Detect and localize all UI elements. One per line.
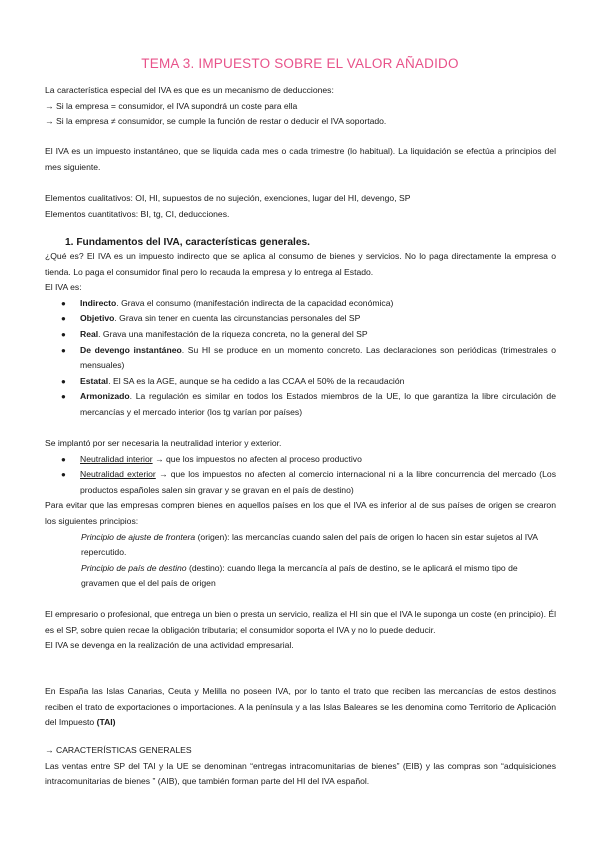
iva-es-lead: El IVA es:	[45, 282, 82, 293]
section-heading: 1. Fundamentos del IVA, características generales.	[65, 237, 310, 248]
tai-label: (TAI)	[96, 717, 116, 728]
bullet-text: . La regulación es similar en todos los Estados miembros de la UE, lo que garantiza la libre circulación de mercancías y el mercado interior (los tg varían por países)	[80, 391, 556, 417]
bullet-icon: ●	[61, 345, 66, 355]
bullet-term: Estatal	[80, 375, 109, 386]
espana-text-main: En España las Islas Canarias, Ceuta y Melilla no poseen IVA, por lo tanto el trato que reciben las mercancías de estos destinos reciben el trato de exportaciones o importaciones. A la península y a las Islas Baleares se les denomina como Territorio de Aplicación del Impuesto	[45, 686, 556, 728]
empresario-paragraph: El empresario o profesional, que entrega un bien o presta un servicio, realiza el HI sin que el IVA le suponga un coste (en principio). Él es el SP, sobre quien recae la obligación tributaria; el consumidor soporta el IVA y no lo puede deducir.	[45, 609, 556, 635]
bullet-icon: ●	[61, 392, 66, 402]
espana-text	[45, 684, 556, 731]
principio-item	[45, 530, 556, 561]
page-title: TEMA 3. IMPUESTO SOBRE EL VALOR AÑADIDO	[141, 56, 459, 71]
instantaneo-paragraph	[45, 144, 556, 175]
principio-term: Principio de ajuste de frontera	[81, 531, 196, 542]
neutralidad-list	[45, 452, 556, 499]
devenga-line: El IVA se devenga en la realización de una actividad empresarial.	[45, 640, 294, 651]
bullet-icon: ●	[61, 376, 66, 386]
elementos-line: Elementos cualitativos: OI, HI, supuestos de no sujeción, exenciones, lugar del HI, devengo, SP	[45, 193, 411, 203]
instantaneo-text: El IVA es un impuesto instantáneo, que se liquida cada mes o cada trimestre (lo habitual). La liquidación se efectúa a principios del mes siguiente.	[45, 146, 556, 172]
intro-line: → Si la empresa ≠ consumidor, se cumple la función de restar o deducir el IVA soportado.	[45, 116, 387, 127]
bullet-icon: ●	[61, 454, 66, 464]
bullet-icon: ●	[61, 470, 66, 480]
list-item	[45, 374, 556, 390]
neutralidad-text: → que los impuestos no afecten al proceso productivo	[152, 453, 362, 464]
principio-text: (origen): las mercancías cuando salen del país de origen lo hacen sin estar sujetos al IVA repercutido.	[81, 531, 538, 558]
elementos-block	[45, 191, 556, 222]
bullet-term: Indirecto	[80, 297, 117, 308]
caracteristicas-heading: → CARACTERÍSTICAS GENERALES	[45, 745, 192, 755]
intro-line: La característica especial del IVA es que es un mecanismo de deducciones:	[45, 85, 334, 95]
characteristics-list	[45, 296, 556, 421]
neutralidad-lead: Se implantó por ser necesaria la neutralidad interior y exterior.	[45, 438, 282, 448]
section-body	[45, 249, 556, 421]
bullet-term: De devengo instantáneo	[80, 344, 182, 355]
list-item	[45, 311, 556, 327]
evitar-paragraph: Para evitar que las empresas compren bienes en aquellos países en los que el IVA es inferior al de sus países de origen se crearon los siguientes principios:	[45, 500, 556, 526]
bullet-icon: ●	[61, 329, 66, 339]
list-item	[45, 452, 556, 468]
que-es-paragraph: ¿Qué es? El IVA es un impuesto indirecto que se aplica al consumo de bienes y servicios. No lo paga directamente la empresa o tienda. Lo paga el consumidor final pero lo recauda la empresa y lo entrega al Estado.	[45, 251, 556, 277]
principio-text: (destino): cuando llega la mercancía al país de destino, se le aplicará el mismo tipo de gravamen que el del país de origen	[81, 562, 518, 589]
list-item	[45, 296, 556, 312]
bullet-text: . Su HI se produce en un momento concreto. Las declaraciones son periódicas (trimestrales o mensuales)	[80, 344, 556, 371]
bullet-term: Real	[80, 328, 99, 339]
bullet-text: . Grava el consumo (manifestación indirecta de la capacidad económica)	[116, 297, 394, 308]
list-item	[45, 343, 556, 374]
bullet-term: Objetivo	[80, 313, 115, 324]
list-item	[45, 389, 556, 420]
caracteristicas-block	[45, 743, 556, 790]
bullet-icon: ●	[61, 298, 66, 308]
bullet-text: . El SA es la AGE, aunque se ha cedido a las CCAA el 50% de la recaudación	[108, 375, 405, 386]
list-item	[45, 327, 556, 343]
espana-paragraph	[45, 684, 556, 731]
bullet-text: . Grava sin tener en cuenta las circunstancias personales del SP	[114, 313, 361, 324]
ventas-paragraph: Las ventas entre SP del TAI y la UE se denominan “entregas intracomunitarias de bienes” (EIB) y las compras son “adquisiciones intracomunitarias de bienes ” (AIB), que también forman parte del HI del IVA español.	[45, 760, 556, 787]
intro-line: → Si la empresa = consumidor, el IVA supondrá un coste para ella	[45, 100, 298, 111]
elementos-line: Elementos cuantitativos: BI, tg, CI, deducciones.	[45, 208, 230, 219]
principio-item	[45, 561, 556, 592]
bullet-icon: ●	[61, 314, 66, 324]
principio-term: Principio de país de destino	[81, 562, 187, 573]
bullet-term: Armonizado	[80, 391, 130, 402]
neutralidad-term: Neutralidad exterior	[80, 469, 156, 480]
list-item	[45, 467, 556, 498]
neutralidad-term: Neutralidad interior	[80, 453, 153, 464]
neutralidad-text: → que los impuestos no afecten al comercio internacional ni a la libre concurrencia del mercado (Los productos españoles salen sin gravar y se gravan en el país de destino)	[80, 469, 556, 495]
empresario-block	[45, 607, 556, 654]
intro-block	[45, 83, 556, 130]
neutralidad-block	[45, 436, 556, 592]
bullet-text: . Grava una manifestación de la riqueza concreta, no la general del SP	[98, 328, 368, 339]
